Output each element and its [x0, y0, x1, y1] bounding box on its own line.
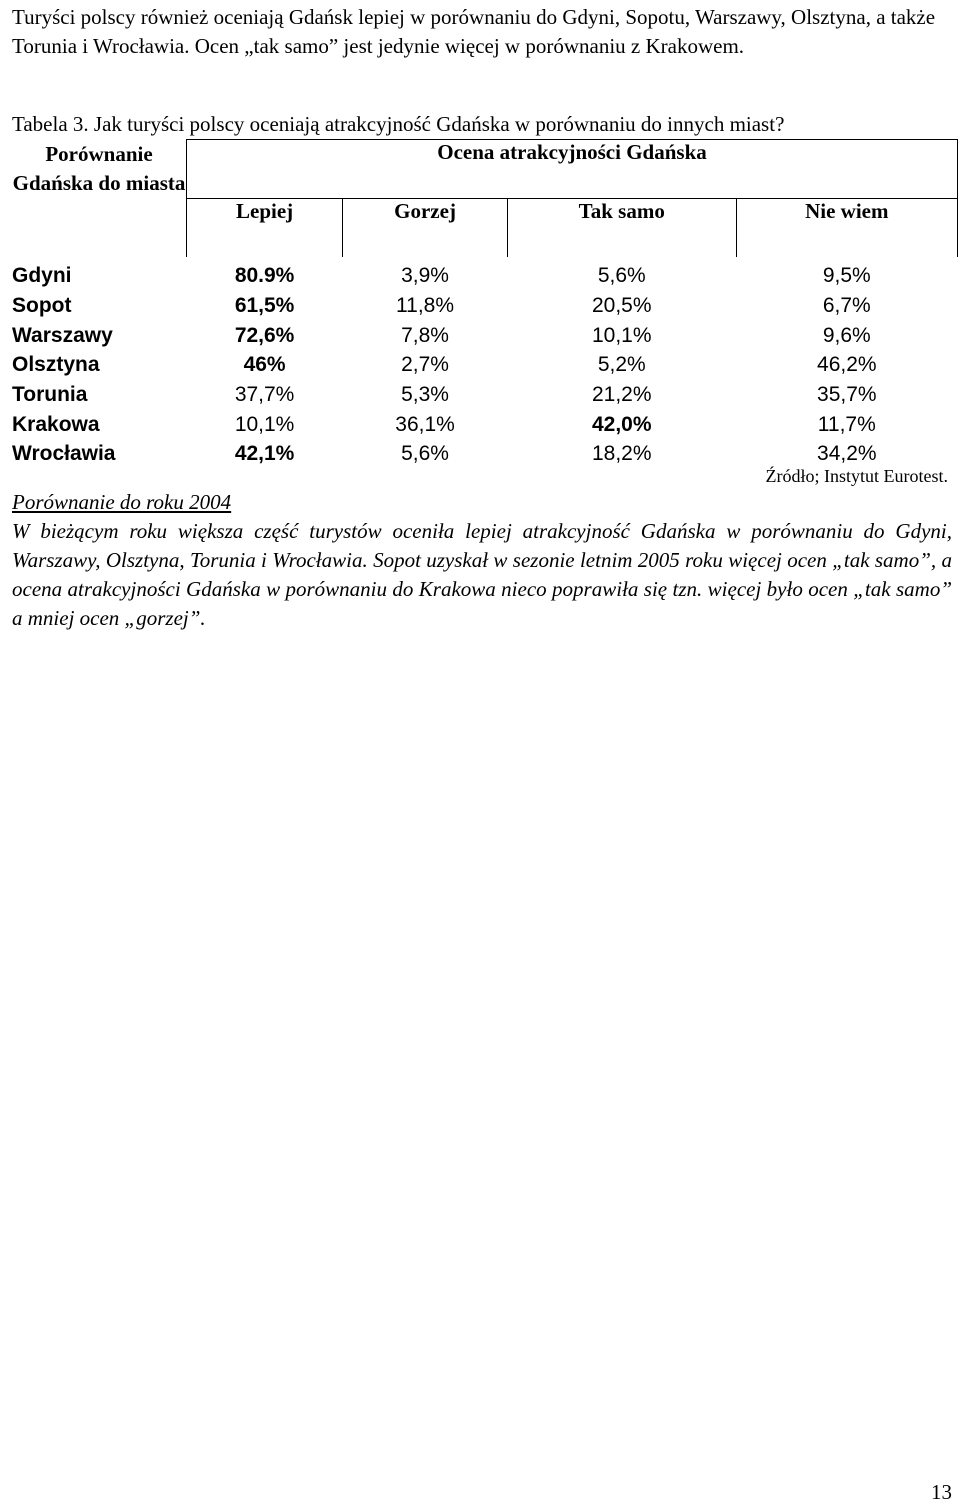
table-caption: Tabela 3. Jak turyści polscy oceniają atrakcyjność Gdańska w porównaniu do innych miast?: [12, 112, 785, 136]
column-header: Tak samo: [507, 199, 736, 258]
value-cell: 42,1%: [234, 442, 295, 466]
table-row: [12, 291, 958, 321]
value-cell: 9,5%: [822, 264, 871, 288]
value-cell: 46%: [243, 353, 286, 377]
value-cell: 10,1%: [591, 323, 652, 347]
city-cell: Warszawy: [12, 323, 113, 347]
section-body: W bieżącym roku większa część turystów oceniła lepiej atrakcyjność Gdańska w porównaniu do Gdyni, Warszawy, Olsztyna, Torunia i Wrocławia. Sopot uzyskał w sezonie letnim 2005 roku więcej ocen „tak samo”, a ocena atrakcyjności Gdańska w porównaniu do Krakowa nieco poprawiła się tzn. więcej było ocen „tak samo” a mniej ocen „gorzej”.: [12, 519, 952, 630]
value-cell: 20,5%: [591, 294, 652, 318]
city-cell: Olsztyna: [12, 353, 100, 377]
column-header: Lepiej: [187, 199, 343, 258]
value-cell: 6,7%: [822, 294, 871, 318]
intro-paragraph: Turyści polscy również oceniają Gdańsk lepiej w porównaniu do Gdyni, Sopotu, Warszawy, Olsztyna, a także Torunia i Wrocławia. Ocen „tak samo” jest jedynie więcej w porównaniu z Krakowem.: [12, 5, 936, 58]
value-cell: 9,6%: [822, 323, 871, 347]
table-row: [12, 409, 958, 439]
value-cell: 80.9%: [234, 264, 295, 288]
table-row: [12, 439, 958, 469]
value-cell: 2,7%: [401, 353, 449, 377]
section-heading: Porównanie do roku 2004: [12, 490, 232, 514]
value-cell: 5,3%: [401, 383, 449, 407]
value-cell: 11,7%: [817, 412, 876, 436]
page-number: 13: [931, 1480, 952, 1504]
table-row: [12, 320, 958, 350]
city-cell: Sopot: [12, 294, 72, 318]
value-cell: 5,6%: [401, 442, 449, 466]
value-cell: 72,6%: [234, 323, 295, 347]
city-cell: Gdyni: [12, 264, 72, 288]
value-cell: 18,2%: [591, 442, 652, 466]
value-cell: 7,8%: [401, 323, 449, 347]
column-header: Nie wiem: [736, 199, 957, 258]
column-header: Gorzej: [343, 199, 508, 258]
value-cell: 11,8%: [396, 294, 455, 318]
city-cell: Wrocławia: [12, 442, 116, 466]
value-cell: 5,2%: [597, 353, 646, 377]
row-header: Porównanie Gdańska do miasta: [12, 140, 187, 258]
group-header: Ocena atrakcyjności Gdańska: [187, 140, 958, 199]
table-row: [12, 350, 958, 380]
value-cell: 42,0%: [591, 412, 652, 436]
city-cell: Torunia: [12, 383, 88, 407]
value-cell: 34,2%: [817, 442, 877, 466]
value-cell: 21,2%: [591, 383, 652, 407]
table-row: [12, 257, 958, 291]
value-cell: 46,2%: [817, 353, 877, 377]
comparison-table: [12, 139, 958, 469]
value-cell: 10,1%: [234, 412, 295, 436]
table-row: [12, 380, 958, 410]
source-note: Źródło; Instytut Eurotest.: [765, 466, 948, 486]
city-cell: Krakowa: [12, 412, 100, 436]
value-cell: 3,9%: [401, 264, 449, 288]
value-cell: 35,7%: [817, 383, 877, 407]
value-cell: 36,1%: [395, 412, 455, 436]
value-cell: 37,7%: [234, 383, 295, 407]
value-cell: 5,6%: [597, 264, 646, 288]
value-cell: 61,5%: [234, 294, 295, 318]
